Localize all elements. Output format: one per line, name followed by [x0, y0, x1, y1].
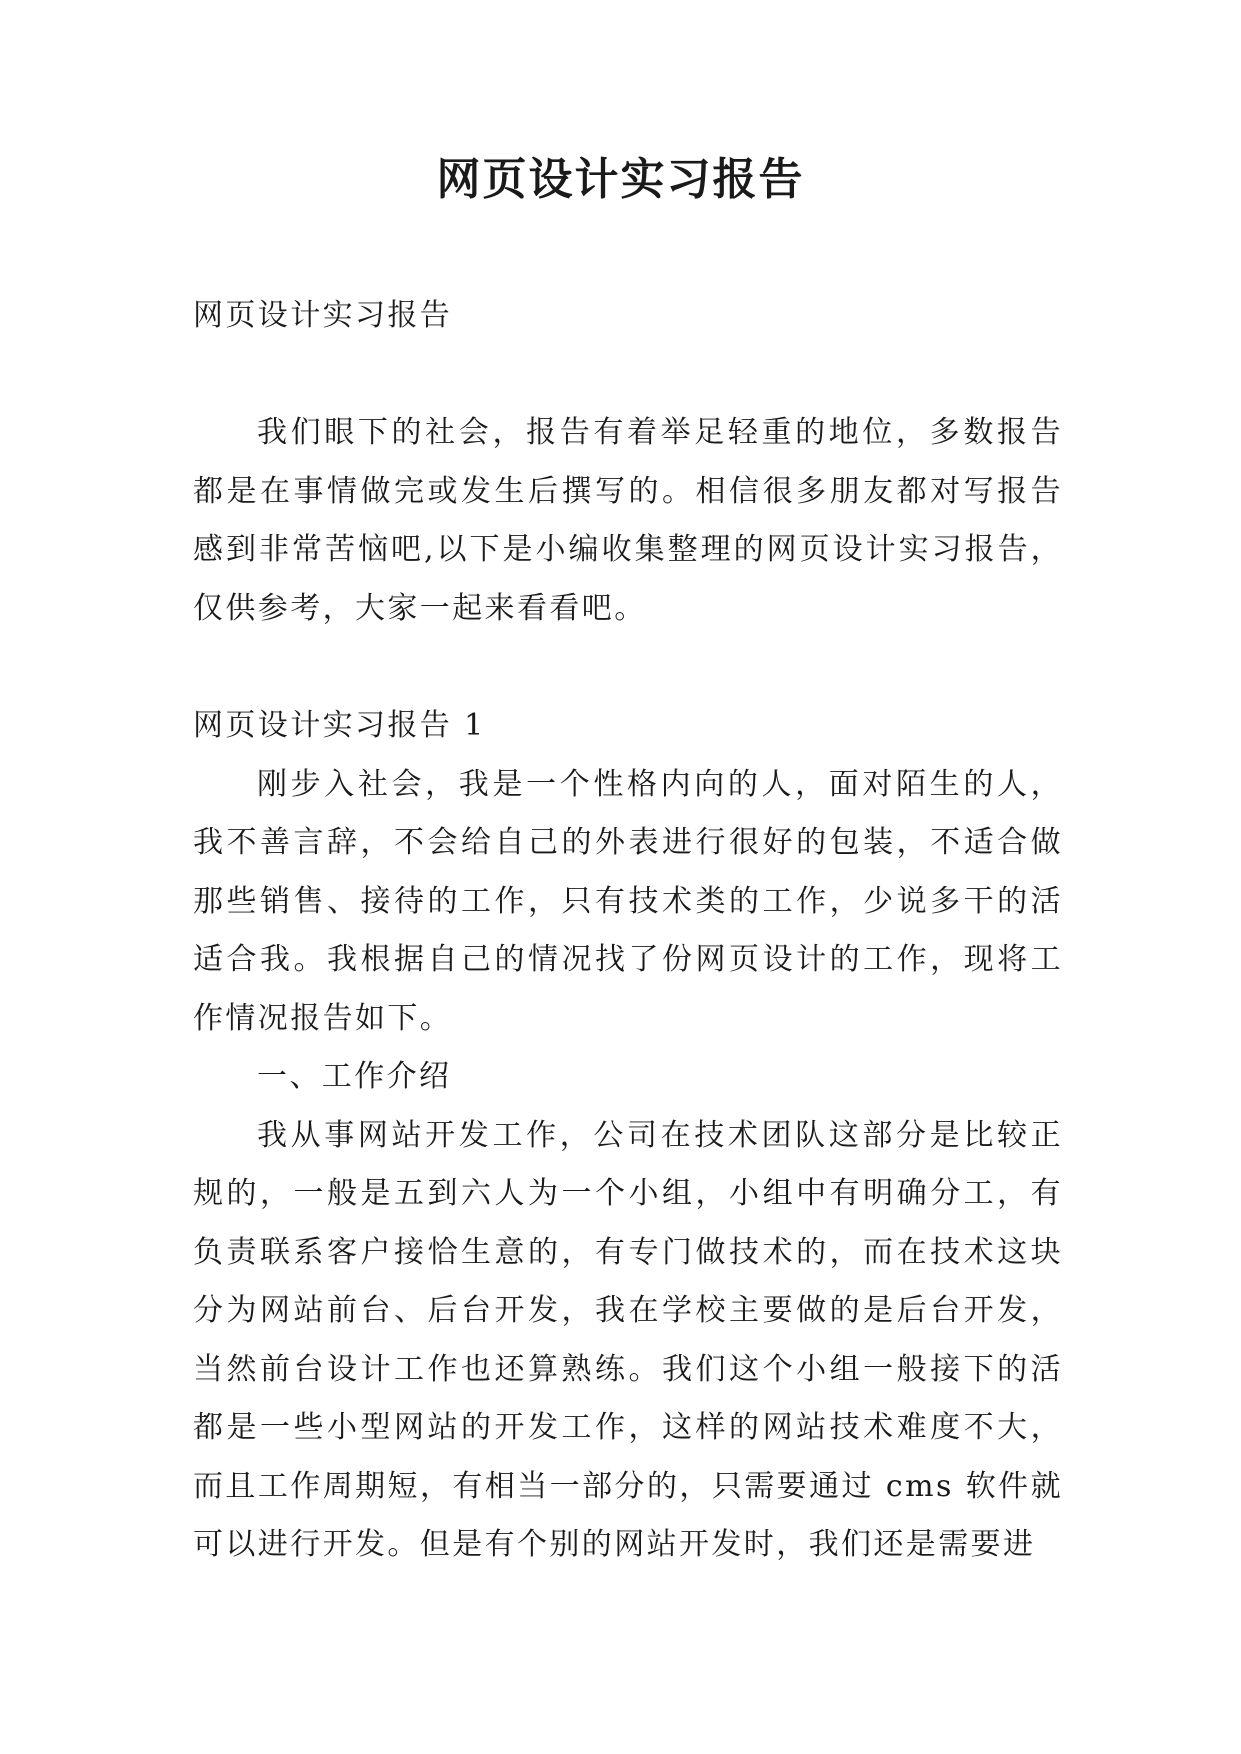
- body-paragraph: 刚步入社会，我是一个性格内向的人，面对陌生的人，我不善言辞，不会给自己的外表进行很好的包装，不适合做那些销售、接待的工作，只有技术类的工作，少说多干的活适合我。我根据自己的情况找了份网页设计的工作，现将工作情况报告如下。: [193, 766, 1063, 1036]
- subsection-heading: 一、工作介绍: [257, 1059, 452, 1094]
- intro-paragraph: 我们眼下的社会，报告有着举足轻重的地位，多数报告都是在事情做完或发生后撰写的。相信很多朋友都对写报告感到非常苦恼吧,以下是小编收集整理的网页设计实习报告，仅供参考，大家一起来看看吧。: [193, 415, 1063, 626]
- document-title: 网页设计实习报告: [436, 154, 805, 205]
- document-subtitle: 网页设计实习报告: [193, 298, 453, 333]
- body-paragraph: 我从事网站开发工作，公司在技术团队这部分是比较正规的，一般是五到六人为一个小组，小组中有明确分工，有负责联系客户接恰生意的，有专门做技术的，而在技术这块分为网站前台、后台开发，我在学校主要做的是后台开发，当然前台设计工作也还算熟练。我们这个小组一般接下的活都是一些小型网站的开发工作，这样的网站技术难度不大，而且工作周期短，有相当一部分的，只需要通过 cms 软件就可以进行开发。但是有个别的网站开发时，我们还是需要进: [193, 1117, 1063, 1562]
- section-block: [193, 697, 1063, 1575]
- subtitle-block: [193, 287, 1063, 346]
- intro-block: [193, 404, 1063, 638]
- section-heading: 网页设计实习报告 1: [193, 708, 486, 743]
